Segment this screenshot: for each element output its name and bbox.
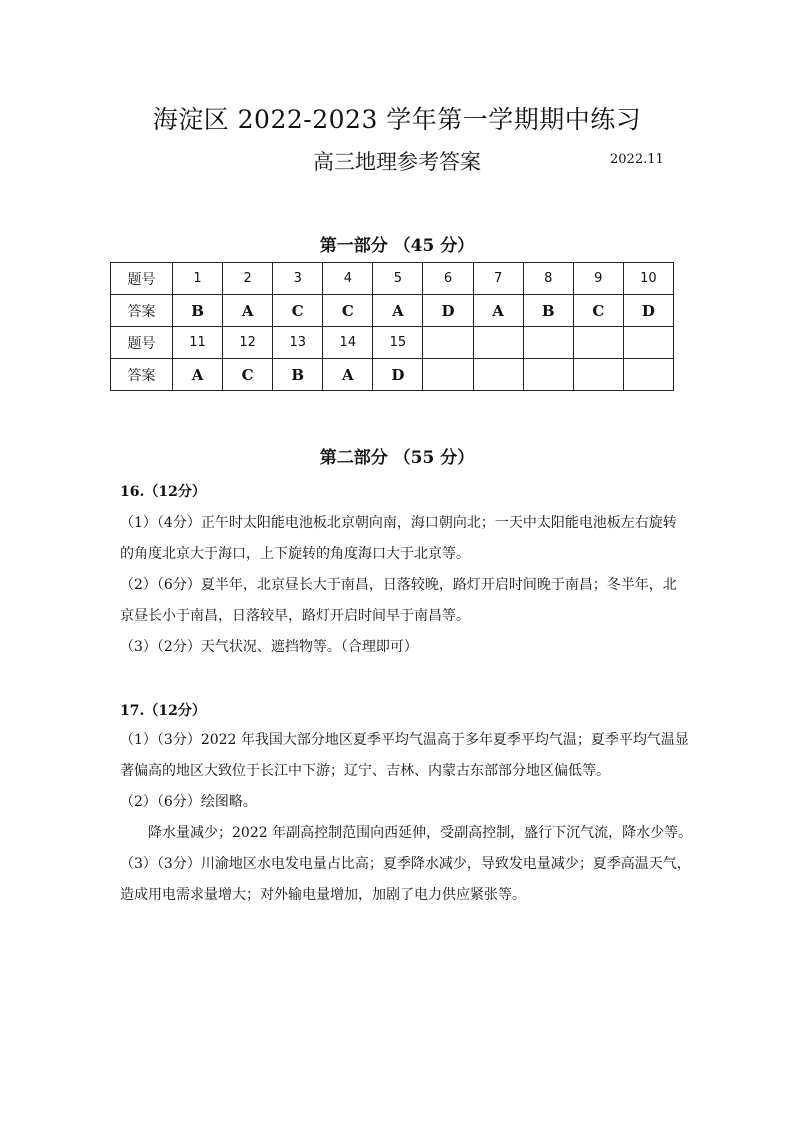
answer-line: 著偏高的地区大致位于长江中下游；辽宁、吉林、内蒙古东部部分地区偏低等。 xyxy=(120,763,610,779)
question-number: 9 xyxy=(573,263,623,295)
answer-cell: A xyxy=(223,295,273,327)
question-number: 3 xyxy=(273,263,323,295)
answer-cell: A xyxy=(323,359,373,391)
document-date: 2022.11 xyxy=(610,152,664,167)
answer-line: （2）（6分）夏半年，北京昼长大于南昌，日落较晚，路灯开启时间晚于南昌；冬半年，北 xyxy=(120,577,677,593)
empty-cell xyxy=(573,359,623,391)
empty-cell xyxy=(423,359,473,391)
empty-cell xyxy=(623,359,673,391)
empty-cell xyxy=(573,327,623,359)
row-label-answer: 答案 xyxy=(111,359,173,391)
answer-cell: B xyxy=(523,295,573,327)
answer-cell: C xyxy=(573,295,623,327)
question-17-answer xyxy=(120,725,693,911)
question-number: 2 xyxy=(223,263,273,295)
answer-cell: B xyxy=(173,295,223,327)
answer-line: （3）（2分）天气状况、遮挡物等。（合理即可） xyxy=(120,639,418,655)
empty-cell xyxy=(473,327,523,359)
question-number: 10 xyxy=(623,263,673,295)
empty-cell xyxy=(473,359,523,391)
table-row-answers-2 xyxy=(111,359,674,391)
answer-cell: B xyxy=(273,359,323,391)
question-number: 13 xyxy=(273,327,323,359)
answer-cell: D xyxy=(373,359,423,391)
answer-line: 京昼长小于南昌，日落较早，路灯开启时间早于南昌等。 xyxy=(120,608,470,624)
answer-cell: D xyxy=(423,295,473,327)
table-row-answers-1 xyxy=(111,295,674,327)
answer-line: 造成用电需求量增大；对外输电量增加，加剧了电力供应紧张等。 xyxy=(120,887,526,903)
answer-line: （1）（4分）正午时太阳能电池板北京朝向南，海口朝向北；一天中太阳能电池板左右旋转 xyxy=(120,515,677,531)
empty-cell xyxy=(523,327,573,359)
answer-table xyxy=(110,262,674,391)
question-number: 12 xyxy=(223,327,273,359)
question-number: 5 xyxy=(373,263,423,295)
document-subtitle: 高三地理参考答案 xyxy=(313,150,481,174)
question-number: 14 xyxy=(323,327,373,359)
empty-cell xyxy=(423,327,473,359)
question-number: 15 xyxy=(373,327,423,359)
question-16-title: 16.（12分） xyxy=(120,484,206,500)
empty-cell xyxy=(623,327,673,359)
answer-line: （1）（3分）2022 年我国大部分地区夏季平均气温高于多年夏季平均气温；夏季平均气温显 xyxy=(120,732,689,748)
question-number: 11 xyxy=(173,327,223,359)
answer-cell: C xyxy=(273,295,323,327)
part1-heading: 第一部分 （45 分） xyxy=(319,236,475,256)
answer-cell: C xyxy=(223,359,273,391)
table-row-numbers-1 xyxy=(111,263,674,295)
question-number: 1 xyxy=(173,263,223,295)
answer-cell: A xyxy=(473,295,523,327)
row-label-question: 题号 xyxy=(111,263,173,295)
question-16-answer xyxy=(120,508,690,663)
table-row-numbers-2 xyxy=(111,327,674,359)
question-number: 6 xyxy=(423,263,473,295)
question-number: 8 xyxy=(523,263,573,295)
answer-line: 的角度北京大于海口，上下旋转的角度海口大于北京等。 xyxy=(120,546,470,562)
question-number: 4 xyxy=(323,263,373,295)
answer-cell: C xyxy=(323,295,373,327)
answer-cell: A xyxy=(373,295,423,327)
answer-line: （3）（3分）川渝地区水电发电量占比高；夏季降水减少，导致发电量减少；夏季高温天气， xyxy=(120,856,691,872)
answer-line: （2）（6分）绘图略。 xyxy=(120,794,257,810)
question-17-title: 17.（12分） xyxy=(120,703,206,719)
answer-cell: D xyxy=(623,295,673,327)
empty-cell xyxy=(523,359,573,391)
question-number: 7 xyxy=(473,263,523,295)
row-label-answer: 答案 xyxy=(111,295,173,327)
document-title: 海淀区 2022-2023 学年第一学期期中练习 xyxy=(152,105,642,134)
answer-line: 降水量减少；2022 年副高控制范围向西延伸，受副高控制，盛行下沉气流，降水少等。 xyxy=(148,825,693,841)
row-label-question: 题号 xyxy=(111,327,173,359)
answer-cell: A xyxy=(173,359,223,391)
part2-heading: 第二部分 （55 分） xyxy=(319,448,475,468)
